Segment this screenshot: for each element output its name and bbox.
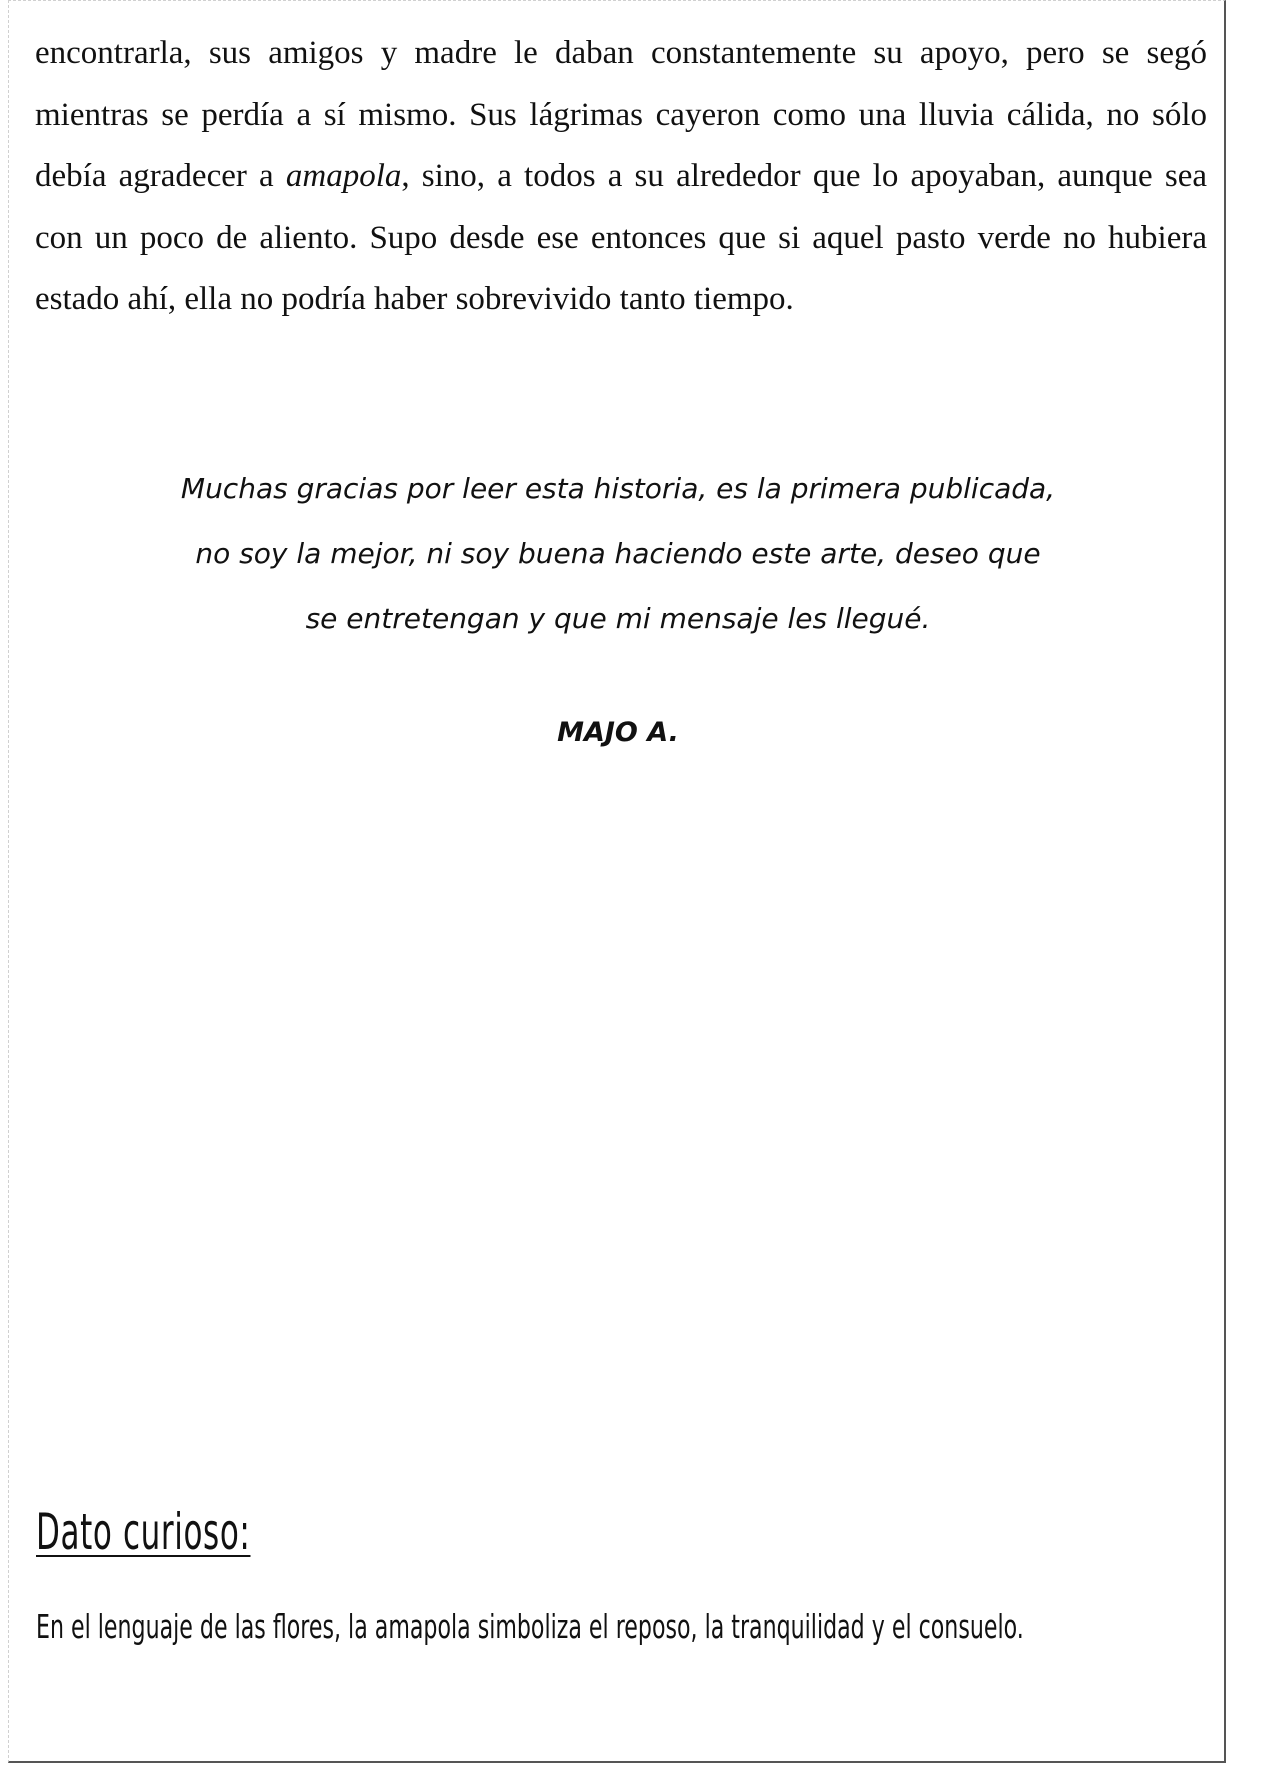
thanks-note — [9, 456, 1227, 651]
thanks-line: Muchas gracias por leer esta historia, es la primera publicada, — [180, 472, 1056, 505]
thanks-line: no soy la mejor, ni soy buena haciendo este arte, deseo que — [195, 537, 1041, 570]
story-italic-word: amapola — [285, 158, 402, 194]
story-text-end: , sino, a todos a su alrededor que lo apoyaban, aunque sea con un poco de aliento. Supo desde ese entonces que si aquel pasto verde no hubiera estado ahí, ella no podría haber sobrevivido tanto tiempo. — [35, 158, 1207, 317]
fact-heading: Dato curioso: — [36, 1503, 251, 1561]
story-paragraph — [35, 23, 1207, 331]
fact-text: En el lenguaje de las flores, la amapola simboliza el reposo, la tranquilidad y el consuelo. — [36, 1607, 1024, 1646]
story-text-start: encontrarla, sus amigos y madre le daban constantemente su apoyo, pero se segó mientras se perdía a sí mismo. Sus lágrimas cayeron como una lluvia cálida, no sólo debía agradecer a — [35, 35, 1207, 194]
author-signature: MAJO A. — [557, 717, 679, 748]
document-page — [8, 0, 1226, 1763]
thanks-line: se entretengan y que mi mensaje les llegué. — [305, 602, 931, 635]
